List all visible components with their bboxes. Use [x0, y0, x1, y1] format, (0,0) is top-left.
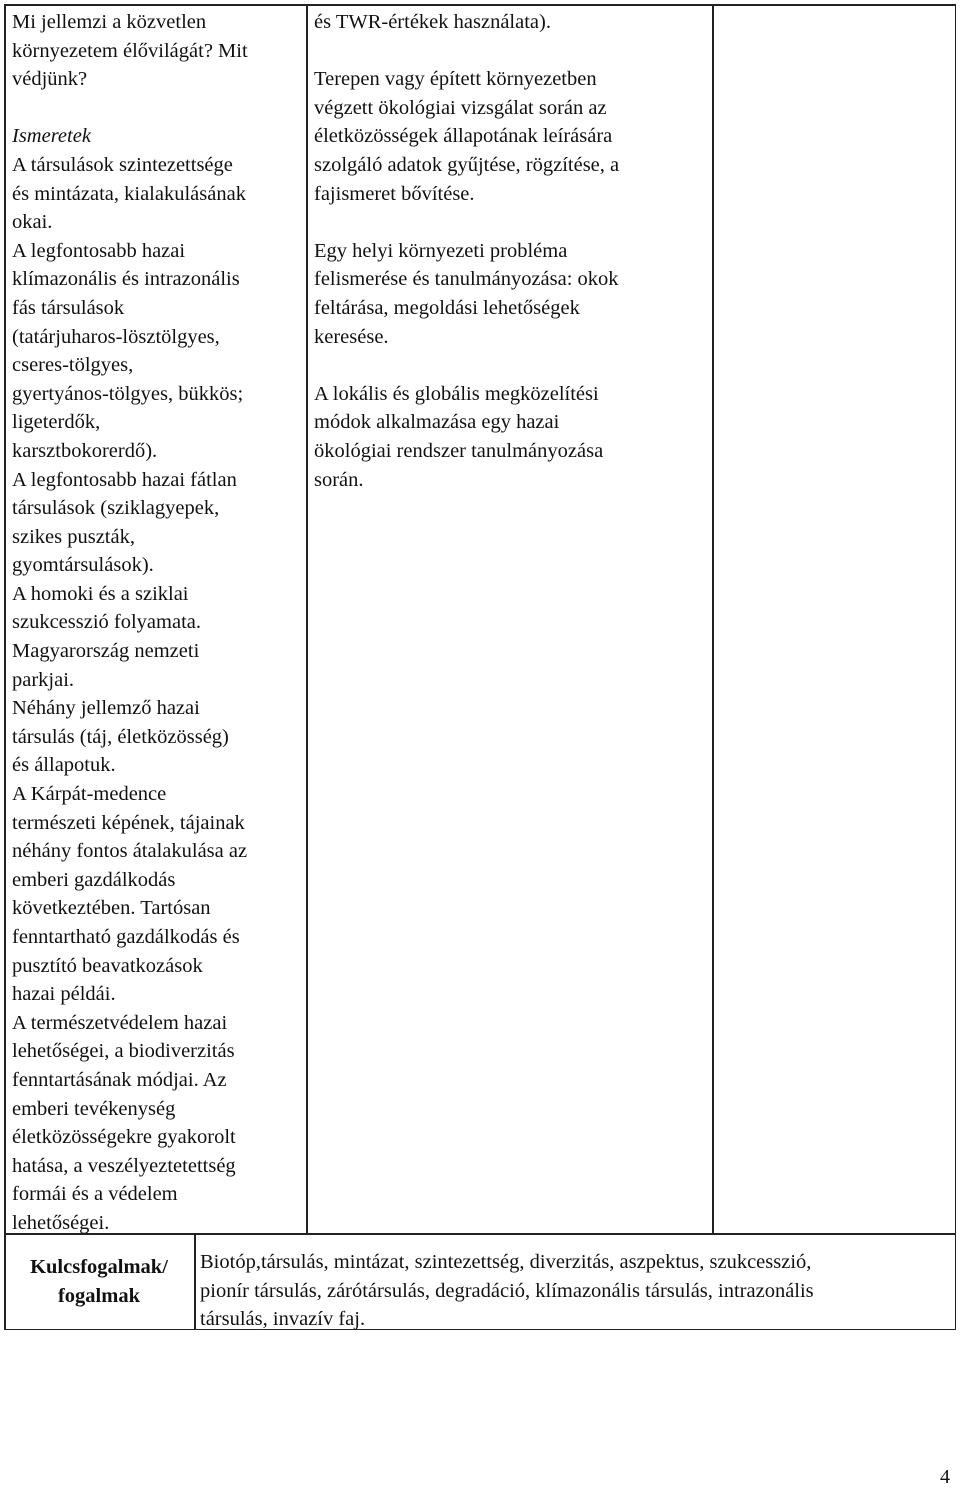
text-line: módok alkalmazása egy hazai — [314, 411, 560, 434]
text-line: gyomtársulások). — [12, 554, 154, 577]
text-line: parkjai. — [12, 668, 75, 691]
table-top-border — [4, 4, 956, 6]
text-line: védjünk? — [12, 68, 88, 91]
text-line: Egy helyi környezeti probléma — [314, 239, 568, 262]
key-concepts-text — [200, 1248, 952, 1334]
text-line: lehetőségei, a biodiverzitás — [12, 1040, 235, 1063]
text-line: keresése. — [314, 325, 389, 348]
text-line: szikes puszták, — [12, 525, 135, 548]
text-line: cseres-tölgyes, — [12, 354, 134, 377]
table-left-border — [4, 4, 6, 1330]
text-line: és TWR-értékek használata). — [314, 11, 551, 33]
text-line: ökológiai rendszer tanulmányozása — [314, 439, 604, 462]
activities-list — [314, 65, 709, 494]
text-line: formái és a védelem — [12, 1183, 178, 1206]
text-line: néhány fontos átalakulása az — [12, 840, 248, 863]
text-line: gyertyános-tölgyes, bükkös; — [12, 382, 244, 405]
table-right-border — [955, 4, 957, 1330]
text-line: társulás, invazív faj. — [200, 1308, 366, 1331]
label-line: Kulcsfogalmak/ — [30, 1256, 168, 1279]
text-line: emberi gazdálkodás — [12, 868, 176, 891]
text-line: A Kárpát-medence — [12, 783, 167, 806]
activity-paragraph — [314, 237, 709, 351]
text-line: pusztító beavatkozások — [12, 954, 203, 977]
text-line: Terepen vagy épített környezetben — [314, 68, 597, 91]
knowledge-list — [12, 151, 310, 1238]
text-line: fenntartható gazdálkodás és — [12, 926, 240, 948]
text-line: feltárása, megoldási lehetőségek — [314, 296, 580, 319]
text-line: Magyarország nemzeti — [12, 640, 200, 663]
text-line: természeti képének, tájainak — [12, 811, 245, 834]
text-line: Biotóp,társulás, mintázat, szintezettség, diverzitás, aszpektus, szukcesszió, — [200, 1251, 812, 1273]
col-divider-2 — [712, 4, 714, 1234]
key-concepts-label — [4, 1234, 194, 1330]
text-line: életközösségekre gyakorolt — [12, 1126, 236, 1149]
text-line: fás társulások — [12, 296, 125, 319]
text-line: emberi tevékenység — [12, 1097, 176, 1120]
text-line: karsztbokorerdő). — [12, 439, 158, 462]
activity-paragraph — [314, 380, 709, 494]
text-line: A társulások szintezettsége — [12, 153, 233, 176]
text-line: klímazonális és intrazonális — [12, 268, 240, 291]
kulcs-col-divider — [194, 1234, 196, 1330]
text-line: és mintázata, kialakulásának — [12, 182, 246, 205]
text-line: okai. — [12, 211, 53, 234]
text-line: következtében. Tartósan — [12, 897, 211, 920]
text-line: lehetőségei. — [12, 1211, 110, 1234]
label-line: fogalmak — [57, 1285, 140, 1307]
activities-cell — [314, 8, 709, 494]
text-line: társulások (sziklagyepek, — [12, 497, 220, 520]
topics-cell — [12, 8, 310, 1238]
text-line: és állapotuk. — [12, 754, 116, 777]
text-line: során. — [314, 468, 364, 491]
text-line: A lokális és globális megközelítési — [314, 382, 599, 405]
text-line: életközösségek állapotának leírására — [314, 125, 613, 148]
text-line: Néhány jellemző hazai — [12, 697, 200, 720]
text-line: Mi jellemzi a közvetlen — [12, 11, 207, 33]
activity-paragraph — [314, 65, 709, 208]
text-line: A legfontosabb hazai — [12, 239, 186, 262]
page-number: 4 — [940, 1466, 950, 1488]
text-line: szolgáló adatok gyűjtése, rögzítése, a — [314, 153, 620, 176]
curriculum-table — [4, 4, 956, 1330]
text-line: hazai példái. — [12, 983, 116, 1006]
text-line: A legfontosabb hazai fátlan — [12, 468, 237, 491]
text-line: pionír társulás, zárótársulás, degradáció, klímazonális társulás, intrazonális — [200, 1279, 814, 1302]
text-line: szukcesszió folyamata. — [12, 611, 201, 634]
text-line: fenntartásának módjai. Az — [12, 1068, 227, 1091]
text-line: (tatárjuharos-lösztölgyes, — [12, 325, 220, 348]
knowledge-heading: Ismeretek — [12, 125, 91, 148]
text-line: környezetem élővilágát? Mit — [12, 39, 248, 62]
text-line: fajismeret bővítése. — [314, 182, 475, 205]
text-line: végzett ökológiai vizsgálat során az — [314, 96, 607, 119]
text-line: A homoki és a sziklai — [12, 582, 189, 605]
text-line: társulás (táj, életközösség) — [12, 725, 229, 748]
intro-question — [12, 8, 310, 94]
text-line: felismerése és tanulmányozása: okok — [314, 268, 619, 291]
text-line: A természetvédelem hazai — [12, 1011, 228, 1034]
text-line: hatása, a veszélyeztetettség — [12, 1154, 236, 1177]
text-line: ligeterdők, — [12, 411, 101, 434]
